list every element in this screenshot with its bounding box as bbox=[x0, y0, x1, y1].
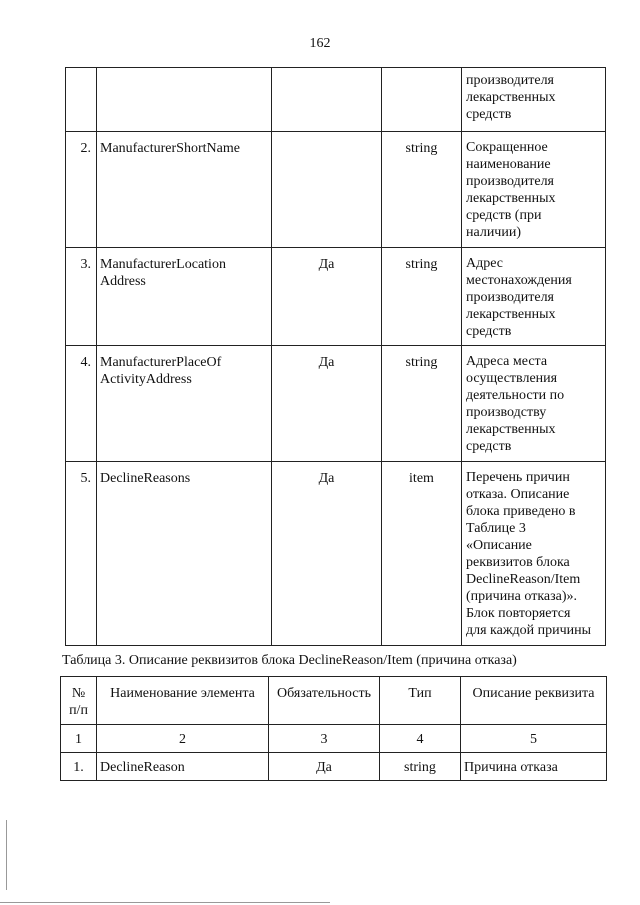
header-line: п/п bbox=[69, 703, 88, 718]
page-number: 162 bbox=[309, 36, 331, 51]
description-line: наименование bbox=[466, 157, 551, 172]
data-type: item bbox=[382, 462, 462, 646]
decline-reason-table bbox=[60, 676, 607, 781]
header-description: Описание реквизита bbox=[461, 677, 607, 725]
column-number: 5 bbox=[461, 725, 607, 753]
row-number: 1. bbox=[61, 753, 97, 781]
required-flag: Да bbox=[272, 346, 382, 462]
table-caption: Таблица 3. Описание реквизитов блока DeclineReason/Item (причина отказа) bbox=[62, 653, 517, 668]
row-number bbox=[66, 68, 97, 132]
description-line: отказа. Описание bbox=[466, 487, 570, 502]
description-line: блока приведено в bbox=[466, 504, 576, 519]
data-type bbox=[382, 68, 462, 132]
element-name bbox=[97, 346, 272, 462]
column-number: 3 bbox=[269, 725, 380, 753]
description-line: средств bbox=[466, 439, 512, 454]
element-description bbox=[462, 132, 606, 248]
element-description bbox=[462, 248, 606, 346]
description-line: лекарственных bbox=[466, 307, 556, 322]
description-line: лекарственных bbox=[466, 191, 556, 206]
element-description: Причина отказа bbox=[461, 753, 607, 781]
description-line: производству bbox=[466, 405, 547, 420]
element-name bbox=[97, 132, 272, 248]
data-type: string bbox=[382, 248, 462, 346]
required-flag: Да bbox=[272, 248, 382, 346]
required-flag: Да bbox=[272, 462, 382, 646]
description-line: осуществления bbox=[466, 371, 558, 386]
description-line: наличии) bbox=[466, 225, 521, 240]
required-flag bbox=[272, 132, 382, 248]
table-row bbox=[66, 462, 606, 646]
description-line: реквизитов блока bbox=[466, 555, 570, 570]
element-name bbox=[97, 248, 272, 346]
description-line: производителя bbox=[466, 73, 554, 88]
description-line: лекарственных bbox=[466, 90, 556, 105]
attributes-table-continued bbox=[65, 67, 606, 646]
column-number: 1 bbox=[61, 725, 97, 753]
name-line: ActivityAddress bbox=[100, 372, 192, 387]
description-line: Перечень причин bbox=[466, 470, 570, 485]
row-number: 5. bbox=[66, 462, 97, 646]
row-number: 4. bbox=[66, 346, 97, 462]
description-line: производителя bbox=[466, 290, 554, 305]
header-number bbox=[61, 677, 97, 725]
row-number: 3. bbox=[66, 248, 97, 346]
name-line: ManufacturerShortName bbox=[100, 141, 240, 156]
header-row bbox=[61, 677, 607, 725]
header-line: № bbox=[71, 686, 86, 701]
table-row bbox=[66, 248, 606, 346]
element-description bbox=[462, 68, 606, 132]
table-row bbox=[66, 346, 606, 462]
row-number: 2. bbox=[66, 132, 97, 248]
element-name bbox=[97, 462, 272, 646]
description-line: DeclineReason/Item bbox=[466, 572, 581, 587]
data-type: string bbox=[380, 753, 461, 781]
column-number: 4 bbox=[380, 725, 461, 753]
column-number: 2 bbox=[97, 725, 269, 753]
description-line: Адреса места bbox=[466, 354, 548, 369]
required-flag bbox=[272, 68, 382, 132]
header-required: Обязательность bbox=[269, 677, 380, 725]
description-line: местонахождения bbox=[466, 273, 572, 288]
description-line: средств (при bbox=[466, 208, 542, 223]
description-line: (причина отказа)». bbox=[466, 589, 578, 604]
element-description bbox=[462, 346, 606, 462]
header-type: Тип bbox=[380, 677, 461, 725]
element-description bbox=[462, 462, 606, 646]
description-line: Таблице 3 bbox=[466, 521, 526, 536]
element-name: DeclineReason bbox=[97, 753, 269, 781]
element-name bbox=[97, 68, 272, 132]
data-type: string bbox=[382, 132, 462, 248]
numbering-row bbox=[61, 725, 607, 753]
table-row bbox=[61, 753, 607, 781]
description-line: деятельности по bbox=[466, 388, 565, 403]
description-line: Адрес bbox=[466, 256, 504, 271]
description-line: средств bbox=[466, 107, 512, 122]
table-row bbox=[66, 132, 606, 248]
header-name: Наименование элемента bbox=[97, 677, 269, 725]
description-line: средств bbox=[466, 324, 512, 339]
name-line: ManufacturerPlaceOf bbox=[100, 355, 222, 370]
scan-edge-line bbox=[6, 820, 7, 890]
scan-edge-line bbox=[0, 902, 330, 903]
name-line: ManufacturerLocation bbox=[100, 257, 226, 272]
data-type: string bbox=[382, 346, 462, 462]
description-line: для каждой причины bbox=[466, 623, 592, 638]
name-line: DeclineReasons bbox=[100, 471, 191, 486]
description-line: производителя bbox=[466, 174, 554, 189]
name-line: Address bbox=[100, 274, 146, 289]
description-line: Сокращенное bbox=[466, 140, 548, 155]
table-row bbox=[66, 68, 606, 132]
description-line: Блок повторяется bbox=[466, 606, 571, 621]
description-line: лекарственных bbox=[466, 422, 556, 437]
description-line: «Описание bbox=[466, 538, 532, 553]
required-flag: Да bbox=[269, 753, 380, 781]
